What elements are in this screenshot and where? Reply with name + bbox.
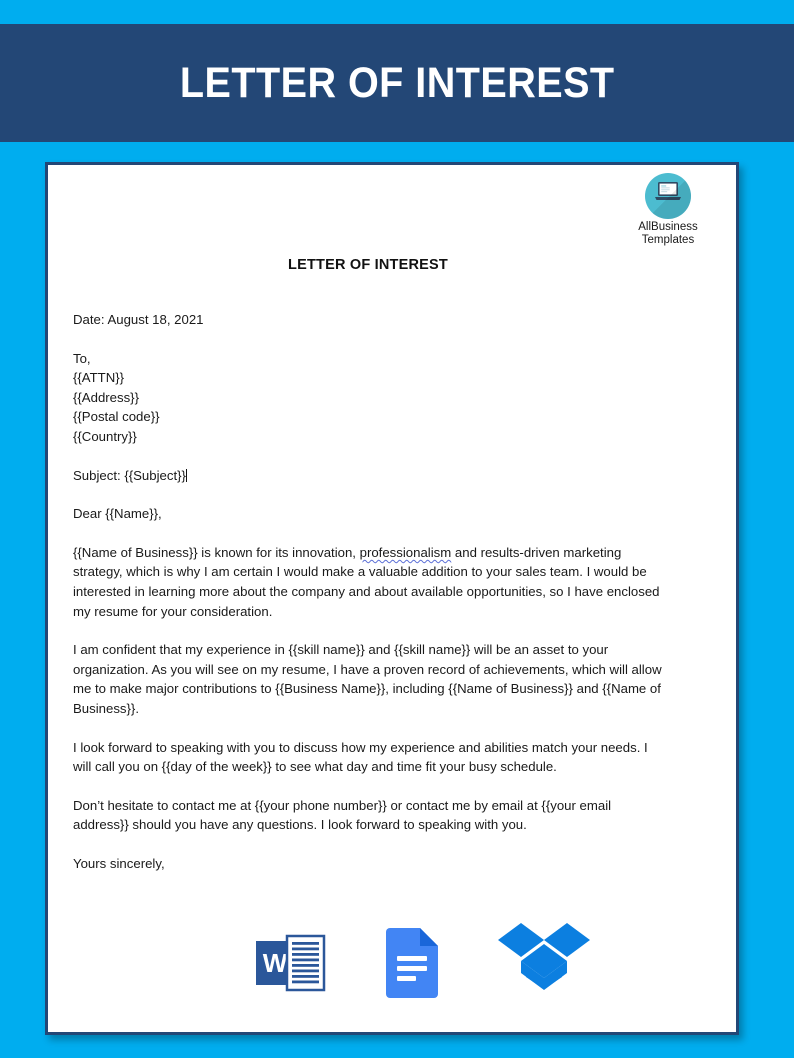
logo-text-line1: AllBusiness	[638, 221, 698, 233]
banner-title: LETTER OF INTEREST	[179, 58, 615, 107]
subject-line-text: Subject: {{Subject}}	[73, 467, 186, 483]
text-cursor	[186, 469, 187, 482]
allbusiness-templates-logo	[620, 173, 716, 246]
paragraph-1	[73, 543, 665, 621]
page-banner	[0, 24, 794, 142]
closing: Yours sincerely,	[73, 855, 165, 871]
file-format-icons	[48, 921, 736, 1010]
subject-line[interactable]	[73, 466, 665, 486]
recipient-address: {{Address}}	[73, 389, 139, 405]
recipient-block	[73, 349, 665, 447]
paragraph-1-part1: {{Name of Business}} is known for its innovation,	[73, 544, 360, 560]
recipient-to: To,	[73, 350, 91, 366]
recipient-attn: {{ATTN}}	[73, 370, 125, 386]
document-page[interactable]	[45, 162, 739, 1035]
dropbox-icon[interactable]	[498, 921, 590, 1010]
paragraph-3: I look forward to speaking with you to discuss how my experience and abilities match your needs. I will call you on {{day of the week}} to see what day and time fit your busy schedule.	[73, 739, 648, 775]
date-line: Date: August 18, 2021	[73, 312, 204, 327]
recipient-country: {{Country}}	[73, 428, 137, 444]
misspelled-word[interactable]: professionalism	[359, 544, 452, 560]
logo-text-line2: Templates	[641, 233, 695, 246]
google-docs-icon[interactable]	[384, 926, 440, 1005]
paragraph-2: I am confident that my experience in {{skill name}} and {{skill name}} will be an asset to your organization. As you will see on my resume, I have a proven record of achievements, which will allow me to make major contributions to {{Business Name}}, including {{Name of Business}} and {{Name of Business}}.	[73, 642, 662, 716]
microsoft-word-icon[interactable]	[254, 934, 326, 997]
salutation: Dear {{Name}},	[73, 506, 162, 522]
paragraph-1-part2: and results-driven marketing strategy, which is why I am certain I would make a valuable addition to your sales team. I would be interested in learning more about the company and about available opportunities, so I have enclosed my resume for your consideration.	[73, 544, 660, 619]
laptop-icon	[645, 173, 691, 219]
paragraph-4: Don’t hesitate to contact me at {{your phone number}} or contact me by email at {{your email address}} should you have any questions. I look forward to speaking with you.	[73, 797, 612, 833]
recipient-postal-code: {{Postal code}}	[73, 409, 160, 425]
document-title: LETTER OF INTEREST	[288, 257, 448, 273]
svg-text:W: W	[262, 948, 288, 978]
letter-body[interactable]	[73, 310, 665, 873]
